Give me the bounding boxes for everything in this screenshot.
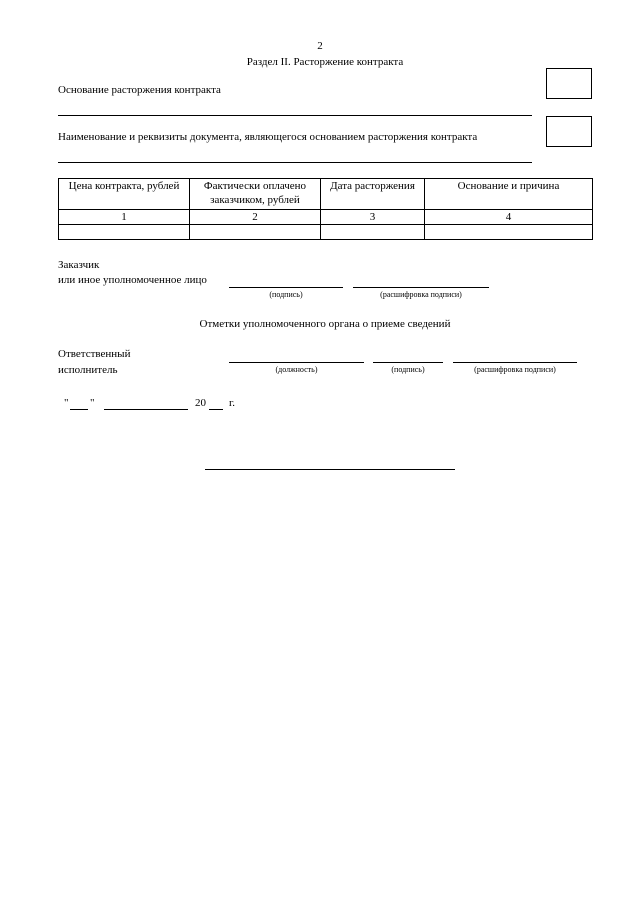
date-open-quote: " bbox=[64, 397, 69, 409]
date-year-line[interactable] bbox=[209, 409, 223, 410]
responsible-position-line[interactable] bbox=[229, 362, 364, 363]
customer-label-line1: Заказчик bbox=[58, 259, 100, 271]
section-title: Раздел II. Расторжение контракта bbox=[246, 56, 404, 68]
customer-decoding-line[interactable] bbox=[353, 287, 489, 288]
termination-table bbox=[58, 178, 593, 240]
table-cell[interactable] bbox=[190, 225, 321, 240]
table-row bbox=[59, 225, 593, 240]
page-number: 2 bbox=[317, 40, 323, 52]
table-number-cell: 2 bbox=[190, 210, 321, 225]
basis-underline bbox=[58, 115, 532, 116]
responsible-signature-line[interactable] bbox=[373, 362, 443, 363]
customer-signature-line[interactable] bbox=[229, 287, 343, 288]
table-number-row bbox=[59, 210, 593, 225]
date-day-line[interactable] bbox=[70, 409, 88, 410]
document-code-box[interactable] bbox=[546, 116, 592, 147]
table-header-cell: Фактически оплачено заказчиком, рублей bbox=[190, 179, 321, 210]
customer-decoding-caption: (расшифровка подписи) bbox=[380, 290, 462, 299]
table-cell[interactable] bbox=[425, 225, 593, 240]
table-header-cell: Основание и причина bbox=[425, 179, 593, 210]
basis-code-box[interactable] bbox=[546, 68, 592, 99]
document-underline bbox=[58, 162, 532, 163]
responsible-decoding-line[interactable] bbox=[453, 362, 577, 363]
table-cell[interactable] bbox=[59, 225, 190, 240]
customer-label-line2: или иное уполномоченное лицо bbox=[58, 274, 207, 286]
responsible-decoding-caption: (расшифровка подписи) bbox=[474, 365, 556, 374]
basis-label: Основание расторжения контракта bbox=[58, 84, 221, 96]
responsible-label-line1: Ответственный bbox=[58, 348, 131, 360]
customer-signature-caption: (подпись) bbox=[269, 290, 303, 299]
table-number-cell: 4 bbox=[425, 210, 593, 225]
table-number-cell: 3 bbox=[321, 210, 425, 225]
document-label: Наименование и реквизиты документа, являющегося основанием расторжения контракта bbox=[58, 131, 478, 143]
date-close-quote: " bbox=[90, 397, 95, 409]
table-header-cell: Дата расторжения bbox=[321, 179, 425, 210]
responsible-position-caption: (должность) bbox=[275, 365, 318, 374]
responsible-label-line2: исполнитель bbox=[58, 364, 118, 376]
date-year-suffix: г. bbox=[229, 397, 236, 409]
table-header-cell: Цена контракта, рублей bbox=[59, 179, 190, 210]
marks-title: Отметки уполномоченного органа о приеме сведений bbox=[199, 318, 451, 330]
responsible-signature-caption: (подпись) bbox=[391, 365, 425, 374]
table-header-row bbox=[59, 179, 593, 210]
table-cell[interactable] bbox=[321, 225, 425, 240]
table-number-cell: 1 bbox=[59, 210, 190, 225]
date-year-prefix: 20 bbox=[195, 397, 206, 409]
date-month-line[interactable] bbox=[104, 409, 188, 410]
bottom-separator-line bbox=[205, 469, 455, 470]
